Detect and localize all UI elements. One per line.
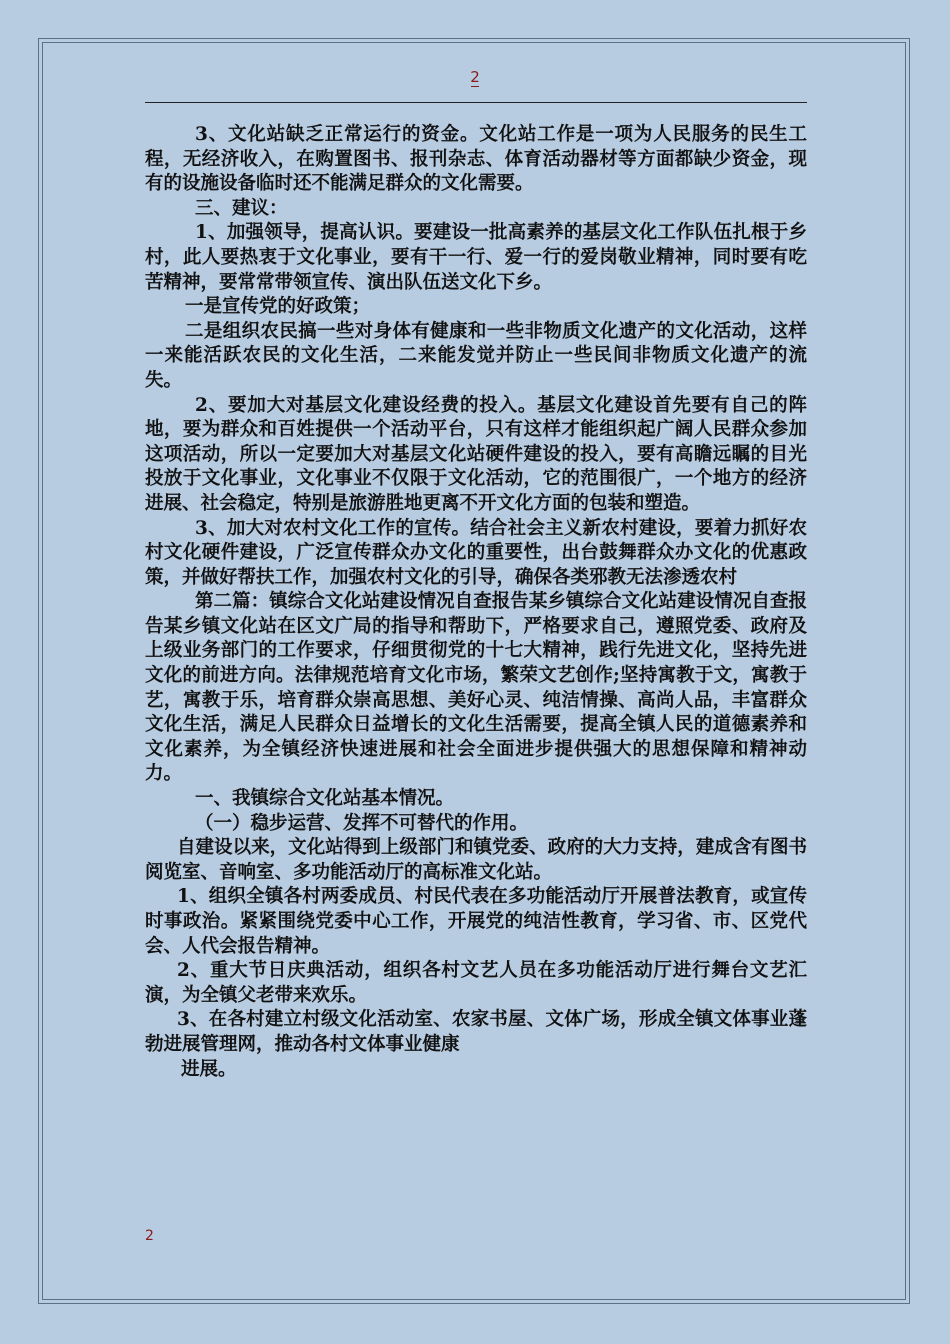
paragraph: 第二篇：镇综合文化站建设情况自查报告某乡镇综合文化站建设情况自查报告某乡镇文化站在区文广局的指导和帮助下，严格要求自己，遵照党委、政府及上级业务部门的工作要求，仔细贯彻党的十七大精神，践行先进文化，坚持先进文化的前进方向。法律规范培育文化市场，繁荣文艺创作;坚持寓教于文，寓教于艺，寓教于乐，培育群众崇高思想、美好心灵、纯洁情操、高尚人品，丰富群众文化生活，满足人民群众日益增长的文化生活需要，提高全镇人民的道德素养和文化素养，为全镇经济快速进展和社会全面进步提供强大的思想保障和精神动力。 — [145, 591, 807, 785]
header-page-number: 2 — [470, 68, 480, 86]
paragraph: 进展。 — [181, 1058, 237, 1080]
sub-heading: （一）稳步运营、发挥不可替代的作用。 — [195, 812, 529, 834]
paragraph: 2、重大节日庆典活动，组织各村文艺人员在多功能活动厅进行舞台文艺汇演，为全镇父老带来欢乐。 — [145, 960, 807, 1006]
document-body — [145, 123, 807, 1082]
paragraph: 3、加大对农村文化工作的宣传。结合社会主义新农村建设，要着力抓好农村文化硬件建设，广泛宣传群众办文化的重要性，出台鼓舞群众办文化的优惠政策，并做好帮扶工作，加强农村文化的引导，确保各类邪教无法渗透农村 — [145, 517, 807, 588]
footer-page-number: 2 — [145, 1228, 154, 1244]
header-page-number-underline — [471, 86, 479, 87]
paragraph: 自建设以来，文化站得到上级部门和镇党委、政府的大力支持，建成含有图书阅览室、音响室、多功能活动厅的高标准文化站。 — [145, 837, 807, 883]
paragraph: 二是组织农民搞一些对身体有健康和一些非物质文化遗产的文化活动，这样一来能活跃农民的文化生活，二来能发觉并防止一些民间非物质文化遗产的流失。 — [145, 320, 807, 391]
paragraph: 1、加强领导，提高认识。要建设一批高素养的基层文化工作队伍扎根于乡村，此人要热衷于文化事业，要有干一行、爱一行的爱岗敬业精神，同时要有吃苦精神，要常常带领宣传、演出队伍送文化下乡。 — [145, 222, 807, 293]
paragraph: 2、要加大对基层文化建设经费的投入。基层文化建设首先要有自己的阵地，要为群众和百姓提供一个活动平台，只有这样才能组织起广阔人民群众参加这项活动，所以一定要加大对基层文化站硬件建设的投入，要有高瞻远瞩的目光投放于文化事业，文化事业不仅限于文化活动，它的范围很广，一个地方的经济进展、社会稳定，特别是旅游胜地更离不开文化方面的包装和塑造。 — [145, 394, 807, 514]
header-rule — [145, 102, 807, 103]
section-heading: 一、我镇综合文化站基本情况。 — [195, 788, 455, 810]
paragraph: 3、在各村建立村级文化活动室、农家书屋、文体广场，形成全镇文体事业蓬勃进展管理网，推动各村文体事业健康 — [145, 1009, 807, 1055]
paragraph: 3、文化站缺乏正常运行的资金。文化站工作是一项为人民服务的民生工程，无经济收入，在购置图书、报刊杂志、体育活动器材等方面都缺少资金，现有的设施设备临时还不能满足群众的文化需要。 — [145, 124, 807, 195]
paragraph: 一是宣传党的好政策； — [185, 296, 371, 318]
paragraph: 1、组织全镇各村两委成员、村民代表在多功能活动厅开展普法教育，或宣传时事政治。紧紧围绕党委中心工作，开展党的纯洁性教育，学习省、市、区党代会、人代会报告精神。 — [145, 886, 807, 957]
section-heading: 三、建议： — [195, 197, 288, 219]
